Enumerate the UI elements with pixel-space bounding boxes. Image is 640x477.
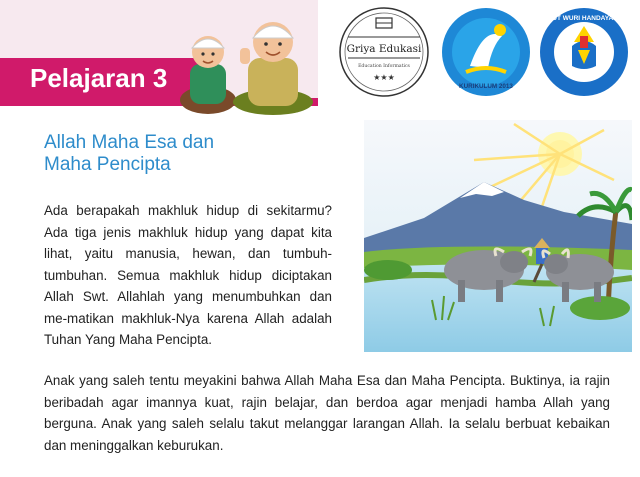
kids-illustration (178, 8, 318, 116)
kurikulum-label: KURIKULUM 2013 (459, 83, 513, 90)
griya-edukasi-logo (338, 6, 430, 98)
kurikulum-2013-logo (440, 6, 532, 98)
lesson-title-line2: Maha Pencipta (44, 154, 171, 175)
griya-stars: ★★★ (373, 73, 395, 82)
lesson-title-line1: Allah Maha Esa dan (44, 132, 215, 153)
lesson-title (44, 132, 324, 176)
griya-name: Griya Edukasi (346, 43, 422, 55)
paragraph-2: Anak yang saleh tentu meyakini bahwa Allah Maha Esa dan Maha Pencipta. Buktinya, ia rajin beribadah agar imannya kuat, rajin belajar, dan berdoa agar menjadi hamba Allah yang berguna. Anak yang saleh selalu takut melanggar larangan Allah. Ia selalu berbuat kebaikan dan meninggalkan keburukan. (44, 373, 610, 453)
griya-tagline: Education Informatics (358, 64, 410, 69)
buffalo-scene-illustration (364, 120, 632, 352)
tut-wuri-handayani-logo (538, 6, 630, 98)
paragraph-1: Ada berapakah makhluk hidup di sekitarmu? Ada tiga jenis makhluk hidup yang dapat kita lihat, yaitu manusia, hewan, dan tumbuh-tumbuhan. Semua makhluk hidup diciptakan Allah Swt. Allahlah yang menumbuhkan dan me-matikan makhluk-Nya karena Allah adalah Tuhan Yang Maha Pencipta. (44, 203, 332, 347)
lesson-label: Pelajaran 3 (30, 63, 168, 93)
tut-wuri-label: TUT WURI HANDAYANI (548, 15, 620, 22)
